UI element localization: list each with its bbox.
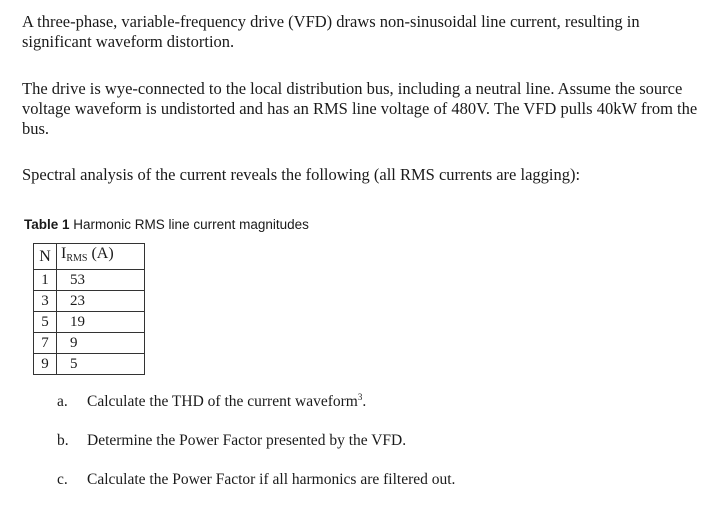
table-header-row [34,244,145,270]
footnote-marker: 3 [357,392,363,402]
rms-current: 9 [57,333,145,354]
question-text: Calculate the THD of the current waveform [87,393,358,411]
question-b [57,432,406,450]
header-i-unit: (A) [91,245,114,262]
header-harmonic-order: N [34,244,57,270]
question-a [57,392,366,411]
assumptions-paragraph: The drive is wye-connected to the local distribution bus, including a neutral line. Assume the source voltage waveform is undistorted and has an RMS line voltage of 480V. The VFD pulls 40kW from the bus. [22,79,698,138]
table-row [34,270,145,291]
intro-paragraph: A three-phase, variable-frequency drive (VFD) draws non-sinusoidal line current, resulting in significant waveform distortion. [22,12,640,51]
harmonic-order: 9 [34,354,57,375]
header-i-subscript: RMS [66,253,88,264]
question-label: a. [57,393,68,411]
harmonic-order: 3 [34,291,57,312]
header-i-symbol: I [61,245,67,262]
table-caption-label: Table 1 [24,217,70,232]
table-row [34,291,145,312]
table-caption-text: Harmonic RMS line current magnitudes [73,217,309,232]
table-row [34,354,145,375]
spectral-analysis-paragraph: Spectral analysis of the current reveals the following (all RMS currents are lagging): [22,165,581,184]
question-text: Calculate the Power Factor if all harmonics are filtered out. [87,471,456,488]
harmonic-current-table [33,243,145,375]
harmonic-order: 5 [34,312,57,333]
harmonic-order: 1 [34,270,57,291]
question-label: c. [57,471,68,488]
rms-current: 5 [57,354,145,375]
question-end: . [362,393,367,411]
header-rms-current [57,244,145,270]
table-row [34,312,145,333]
question-label: b. [57,432,69,449]
table-row [34,333,145,354]
question-c [57,471,455,489]
rms-current: 53 [57,270,145,291]
rms-current: 19 [57,312,145,333]
harmonic-order: 7 [34,333,57,354]
question-text: Determine the Power Factor presented by the VFD. [87,432,407,449]
rms-current: 23 [57,291,145,312]
table-caption [24,217,309,232]
